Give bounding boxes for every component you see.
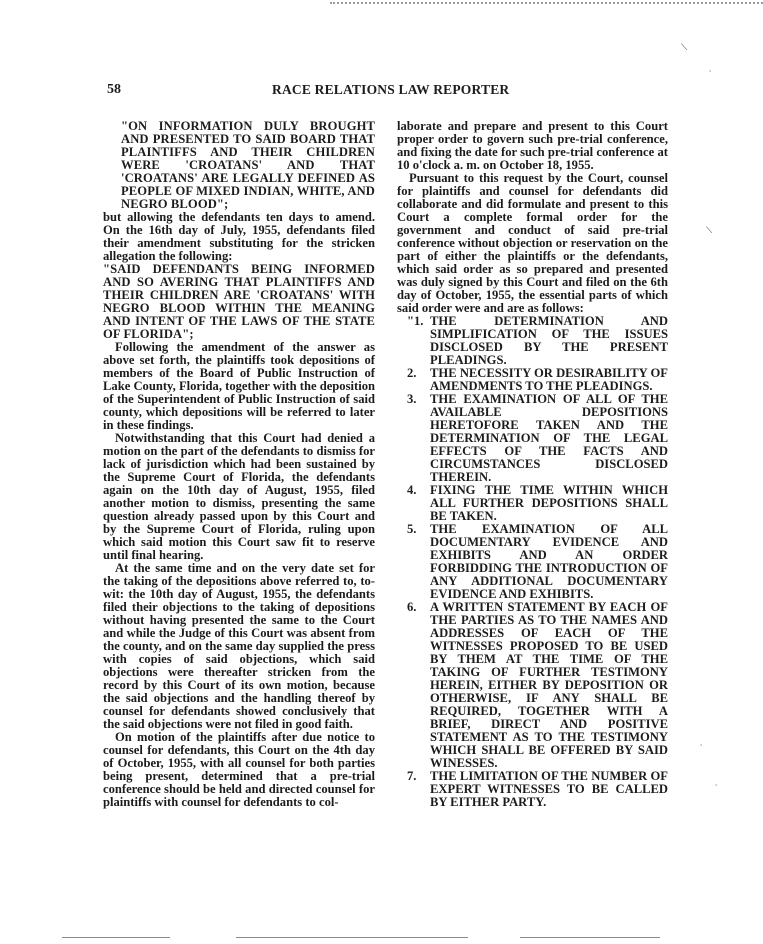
- running-head: RACE RELATIONS LAW REPORTER: [272, 82, 510, 97]
- bottom-edge-line: [236, 937, 468, 938]
- scan-speck: ∙: [715, 780, 718, 790]
- scan-speck: ⟍: [681, 42, 688, 52]
- quoted-allegation-1: "ON INFORMATION DULY BROUGHT AND PRESENTED TO SAID BOARD THAT PLAINTIFFS AND THEIR CHILDREN WERE 'CROATANS' AND THAT 'CROATANS' ARE LEGALLY DEFINED AS PEOPLE OF MIXED INDIAN, WHITE, AND NEGRO BLOOD";: [121, 119, 375, 211]
- list-item: [397, 367, 668, 393]
- left-column: [103, 120, 375, 809]
- right-column: [397, 120, 668, 809]
- item-number: "1.: [407, 314, 424, 328]
- quoted-allegation-2: "SAID DEFENDANTS BEING INFORMED AND SO AVERING THAT PLAINTIFFS AND THEIR CHILDREN ARE 'CROATANS' WITH NEGRO BLOOD WITHIN THE MEANING AND INTENT OF THE LAWS OF THE STATE OF FLORIDA";: [103, 262, 375, 341]
- item-number: 2.: [407, 366, 417, 380]
- scan-speck: ⟍: [706, 225, 713, 235]
- paragraph-continued: laborate and prepare and present to this Court proper order to govern such pre-trial conference, and fixing the date for such pre-trial conference at 10 o'clock a. m. on October 18, 1955.: [397, 119, 668, 172]
- item-number: 7.: [407, 769, 417, 783]
- list-item: [397, 601, 668, 770]
- bottom-edge-line: [62, 937, 170, 938]
- page-header: [0, 82, 763, 102]
- item-text: THE DETERMINATION AND SIMPLIFICATION OF THE ISSUES DISCLOSED BY THE PRESENT PLEADINGS.: [430, 314, 668, 367]
- item-text: A WRITTEN STATEMENT BY EACH OF THE PARTIES AS TO THE NAMES AND ADDRESSES OF EACH OF THE WITNESSES PROPOSED TO BE USED BY THEM AT THE TIME OF THE TAKING OF FURTHER TESTIMONY HEREIN, EITHER BY DEPOSITION OR OTHERWISE, IF ANY SHALL BE REQUIRED, TOGETHER WITH A BRIEF, DIRECT AND POSITIVE STATEMENT AS TO THE TESTIMONY WHICH SHALL BE OFFERED BY SAID WINESSES.: [430, 600, 668, 770]
- paragraph: On motion of the plaintiffs after due notice to counsel for defendants, this Court on the 4th day of October, 1955, with all counsel for both parties being present, determined that a pre-trial conference should be held and directed counsel for plaintiffs with counsel for defendants to col-: [103, 730, 375, 809]
- item-text: THE LIMITATION OF THE NUMBER OF EXPERT WITNESSES TO BE CALLED BY EITHER PARTY.: [430, 769, 668, 809]
- paragraph: Pursuant to this request by the Court, counsel for plaintiffs and counsel for defendants did collaborate and did formulate and present to this Court a complete formal order for the government and conduct of said pre-trial conference without objection or reservation on the part of either the plaintiffs or the defendants, which said order as so prepared and presented was duly signed by this Court and filed on the 6th day of October, 1955, the essential parts of which said order were and are as follows:: [397, 171, 668, 315]
- item-number: 6.: [407, 600, 417, 614]
- item-number: 3.: [407, 392, 417, 406]
- list-item: [397, 484, 668, 523]
- item-text: THE NECESSITY OR DESIRABILITY OF AMENDMENTS TO THE PLEADINGS.: [430, 366, 668, 393]
- item-text: FIXING THE TIME WITHIN WHICH ALL FURTHER DEPOSITIONS SHALL BE TAKEN.: [430, 483, 668, 523]
- top-edge-dots: [330, 2, 763, 4]
- paragraph: Following the amendment of the answer as above set forth, the plaintiffs took depositions of members of the Board of Public Instruction of Lake County, Florida, together with the deposition of the Superintendent of Public Instruction of said county, which depositions will be referred to later in these findings.: [103, 340, 375, 432]
- bottom-edge-line: [520, 937, 660, 938]
- item-number: 4.: [407, 483, 417, 497]
- scan-speck: ∙: [709, 66, 712, 76]
- list-item: [397, 523, 668, 601]
- paragraph: Notwithstanding that this Court had denied a motion on the part of the defendants to dismiss for lack of jurisdiction which had been sustained by the Supreme Court of Florida, the defendants again on the 10th day of August, 1955, filed another motion to dismiss, presenting the same question already passed upon by this Court and by the Supreme Court of Florida, ruling upon which said motion this Court saw fit to reserve until final hearing.: [103, 431, 375, 562]
- pretrial-order-list: [397, 315, 668, 809]
- scan-speck: ∙: [700, 740, 703, 750]
- page-number: 58: [107, 82, 121, 97]
- list-item: [397, 393, 668, 484]
- paragraph: At the same time and on the very date set for the taking of the depositions above referred to, to-wit: the 10th day of August, 1955, the defendants filed their objections to the taking of depositions without having presented the same to the Court and while the Judge of this Court was absent from the county, and on the same day supplied the press with copies of said objections, which said objections were thereafter stricken from the record by this Court of its own motion, because the said objections and the handling thereof by counsel for defendants showed conclusively that the said objections were not filed in good faith.: [103, 561, 375, 731]
- item-text: THE EXAMINATION OF ALL DOCUMENTARY EVIDENCE AND EXHIBITS AND AN ORDER FORBIDDING THE INTRODUCTION OF ANY ADDITIONAL DOCUMENTARY EVIDENCE AND EXHIBITS.: [430, 522, 668, 601]
- paragraph: but allowing the defendants ten days to amend. On the 16th day of July, 1955, defendants filed their amendment substituting for the stricken allegation the following:: [103, 210, 375, 263]
- list-item: [397, 770, 668, 809]
- item-text: THE EXAMINATION OF ALL OF THE AVAILABLE DEPOSITIONS HERETOFORE TAKEN AND THE DETERMINATION OF THE LEGAL EFFECTS OF THE FACTS AND CIRCUMSTANCES DISCLOSED THEREIN.: [430, 392, 668, 484]
- item-number: 5.: [407, 522, 417, 536]
- list-item: [397, 315, 668, 367]
